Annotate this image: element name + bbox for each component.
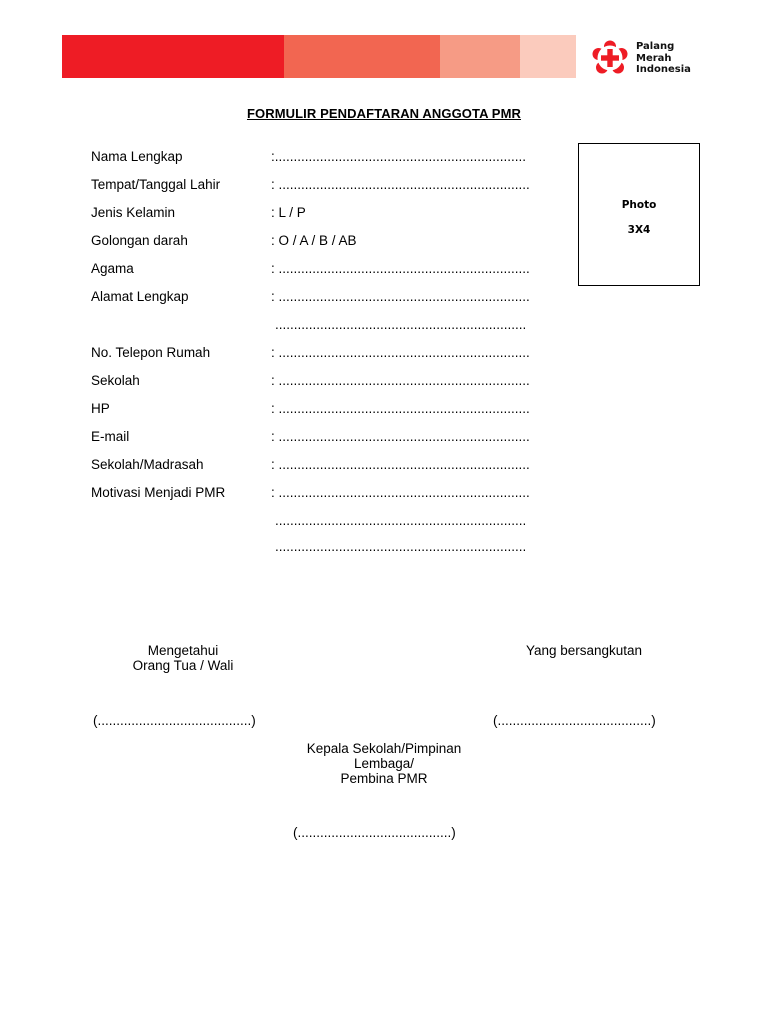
motivasi-continuation-blank-1[interactable]: ...................................................................	[275, 513, 527, 528]
field-label: Jenis Kelamin	[91, 205, 176, 220]
field-blank[interactable]: :...................................................................	[271, 149, 527, 164]
field-options[interactable]: : O / A / B / AB	[271, 233, 357, 248]
field-blank[interactable]: : ...................................................................	[271, 485, 530, 500]
field-label: Sekolah	[91, 373, 140, 388]
pmi-logo	[592, 40, 702, 76]
applicant-signature-heading: Yang bersangkutan	[525, 643, 643, 658]
field-blank[interactable]: : ...................................................................	[271, 401, 530, 416]
field-blank[interactable]: : ...................................................................	[271, 373, 530, 388]
signature-heading-line: Pembina PMR	[340, 771, 428, 786]
motivasi-continuation-blank-2[interactable]: ...................................................................	[275, 539, 527, 554]
field-label: Tempat/Tanggal Lahir	[91, 177, 221, 192]
field-blank[interactable]: : ...................................................................	[271, 429, 530, 444]
field-label: Alamat Lengkap	[91, 289, 189, 304]
form-title: FORMULIR PENDAFTARAN ANGGOTA PMR	[246, 106, 521, 121]
alamat-continuation-blank[interactable]: ...................................................................	[275, 317, 527, 332]
field-label: Nama Lengkap	[91, 149, 183, 164]
logo-line-2: Merah	[636, 52, 672, 64]
field-blank[interactable]: : ...................................................................	[271, 177, 530, 192]
logo-line-1: Palang	[636, 41, 675, 52]
field-label: Agama	[91, 261, 134, 276]
field-label: No. Telepon Rumah	[91, 345, 211, 360]
red-cross-flower-icon	[592, 40, 628, 76]
field-label: Sekolah/Madrasah	[91, 457, 204, 472]
photo-size-label: 3X4	[627, 224, 651, 236]
field-blank[interactable]: : ...................................................................	[271, 261, 530, 276]
principal-signature-heading	[284, 741, 484, 786]
header-color-banner	[62, 35, 576, 78]
logo-line-3: Indonesia	[636, 64, 691, 75]
principal-signature-blank[interactable]: (.........................................)	[293, 825, 456, 840]
banner-segment-red	[62, 35, 284, 78]
logo-text	[636, 41, 691, 76]
signature-heading-line: Lembaga/	[353, 756, 415, 771]
signature-heading-line: Orang Tua / Wali	[132, 658, 234, 673]
field-blank[interactable]: : ...................................................................	[271, 345, 530, 360]
banner-segment-salmon	[440, 35, 520, 78]
field-blank[interactable]: : ...................................................................	[271, 289, 530, 304]
photo-placeholder-box	[578, 143, 700, 286]
applicant-signature-blank[interactable]: (.........................................)	[493, 713, 656, 728]
parent-signature-heading	[103, 643, 263, 673]
parent-signature-blank[interactable]: (.........................................)	[93, 713, 256, 728]
signature-heading-line: Mengetahui	[147, 643, 219, 658]
field-blank[interactable]: : ...................................................................	[271, 457, 530, 472]
field-label: Motivasi Menjadi PMR	[91, 485, 226, 500]
field-label: E-mail	[91, 429, 130, 444]
field-options[interactable]: : L / P	[271, 205, 306, 220]
banner-segment-coral	[284, 35, 440, 78]
photo-label: Photo	[621, 199, 657, 211]
field-label: Golongan darah	[91, 233, 188, 248]
signature-heading-line: Kepala Sekolah/Pimpinan	[306, 741, 462, 756]
banner-segment-peach	[520, 35, 576, 78]
field-label: HP	[91, 401, 110, 416]
